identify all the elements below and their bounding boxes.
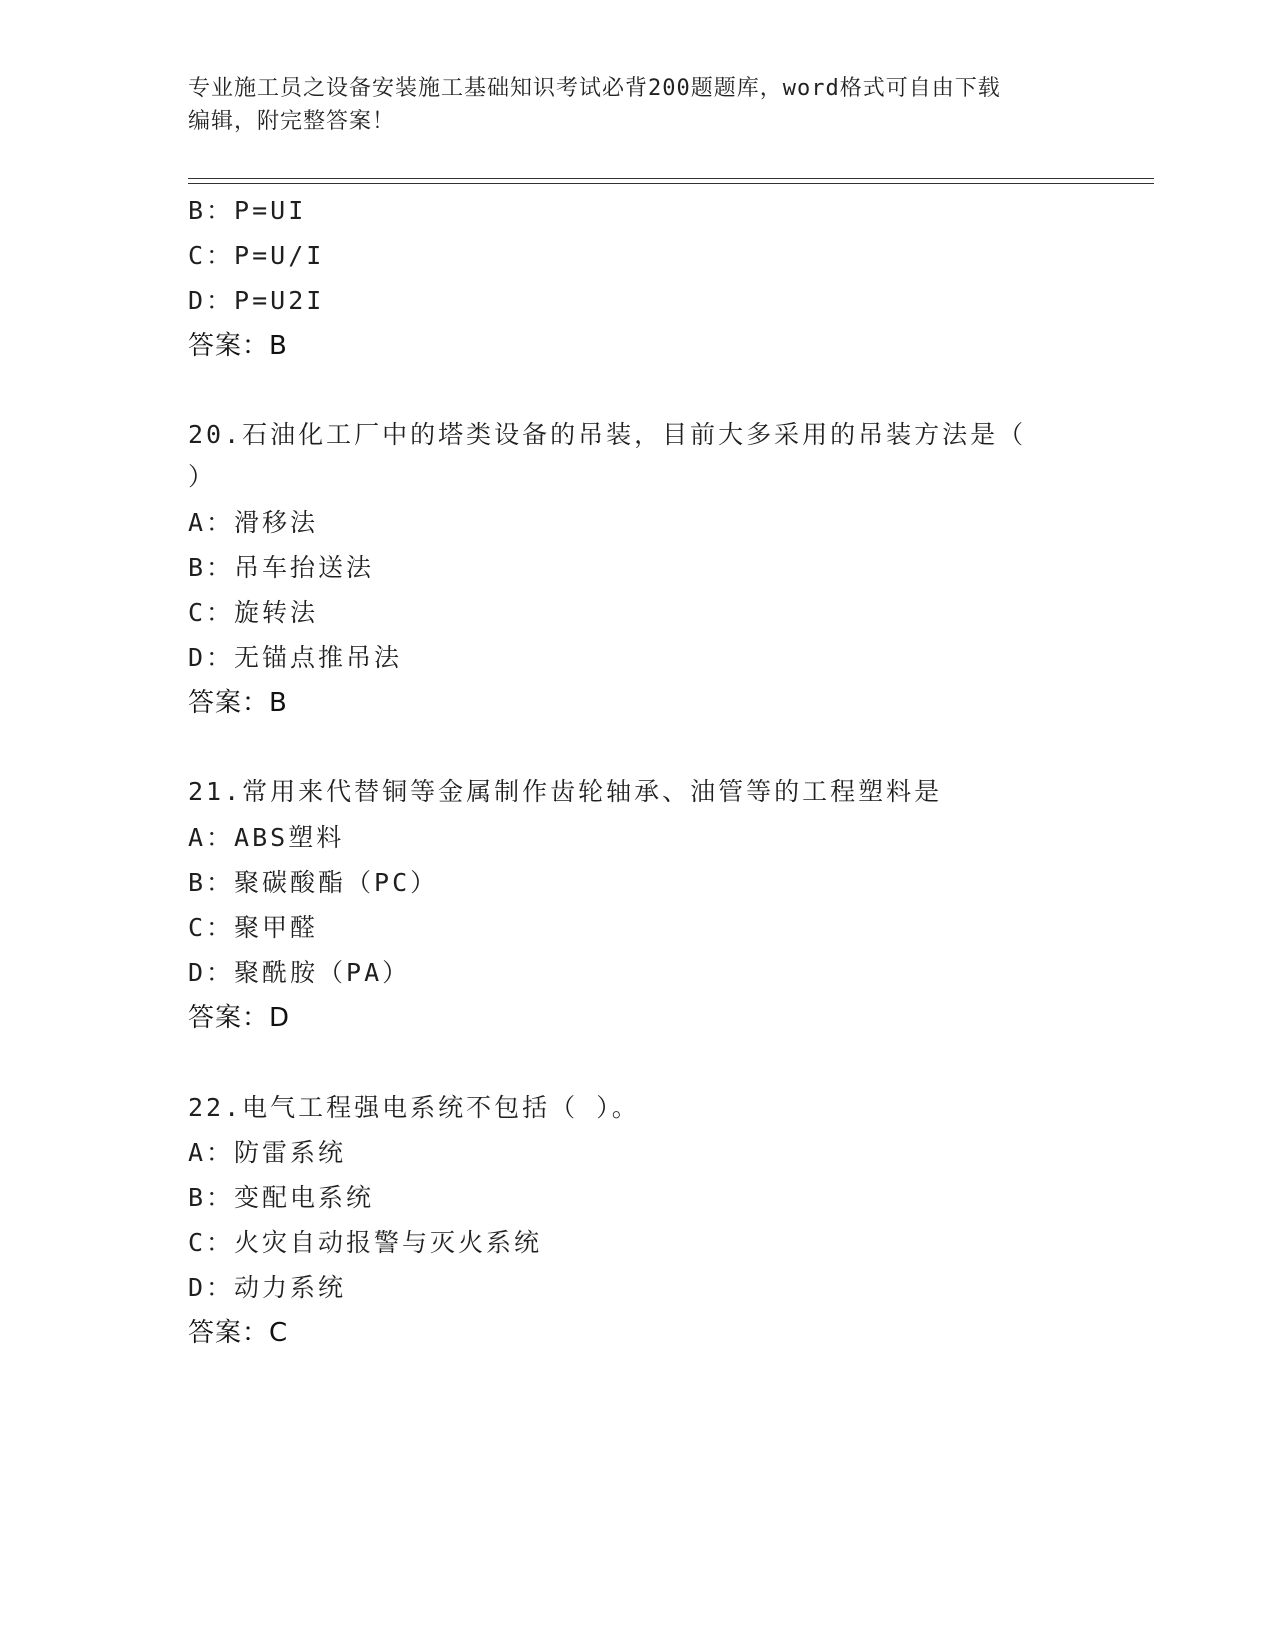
q22-option-a: A：防雷系统: [188, 1138, 347, 1167]
q21-answer: 答案：D: [188, 1003, 291, 1033]
header-title-line2: 编辑，附完整答案！: [188, 109, 396, 134]
q22-option-c: C：火灾自动报警与灭火系统: [188, 1228, 543, 1257]
q22-option-d: D：动力系统: [188, 1273, 347, 1302]
q22-answer: 答案：C: [188, 1318, 289, 1348]
prev-option-c: C：P=U/I: [188, 241, 325, 270]
prev-option-b: B：P=UI: [188, 196, 307, 225]
q22-stem: 22.电气工程强电系统不包括（ ）。: [188, 1093, 640, 1122]
q20-option-b: B：吊车抬送法: [188, 553, 375, 582]
q20-option-a: A：滑移法: [188, 508, 319, 537]
q20-stem-line1: 20.石油化工厂中的塔类设备的吊装，目前大多采用的吊装方法是（: [188, 420, 1027, 449]
prev-option-d: D：P=U2I: [188, 286, 325, 315]
q21-option-c: C：聚甲醛: [188, 913, 319, 942]
q21-option-a: A：ABS塑料: [188, 823, 345, 852]
q21-stem: 21.常用来代替铜等金属制作齿轮轴承、油管等的工程塑料是: [188, 777, 943, 806]
header-title-line1: 专业施工员之设备安装施工基础知识考试必背200题题库，word格式可自由下载: [188, 76, 1001, 101]
prev-answer: 答案：B: [188, 331, 288, 361]
q21-option-b: B：聚碳酸酯（PC）: [188, 868, 439, 897]
q21-option-d: D：聚酰胺（PA）: [188, 958, 411, 987]
q20-option-c: C：旋转法: [188, 598, 319, 627]
header-divider-bottom: [188, 183, 1154, 184]
q20-stem-line2: ）: [188, 462, 217, 491]
q20-answer: 答案：B: [188, 688, 288, 718]
header-divider-top: [188, 178, 1154, 179]
document-header: [188, 72, 1068, 138]
q20-option-d: D：无锚点推吊法: [188, 643, 403, 672]
q22-option-b: B：变配电系统: [188, 1183, 375, 1212]
